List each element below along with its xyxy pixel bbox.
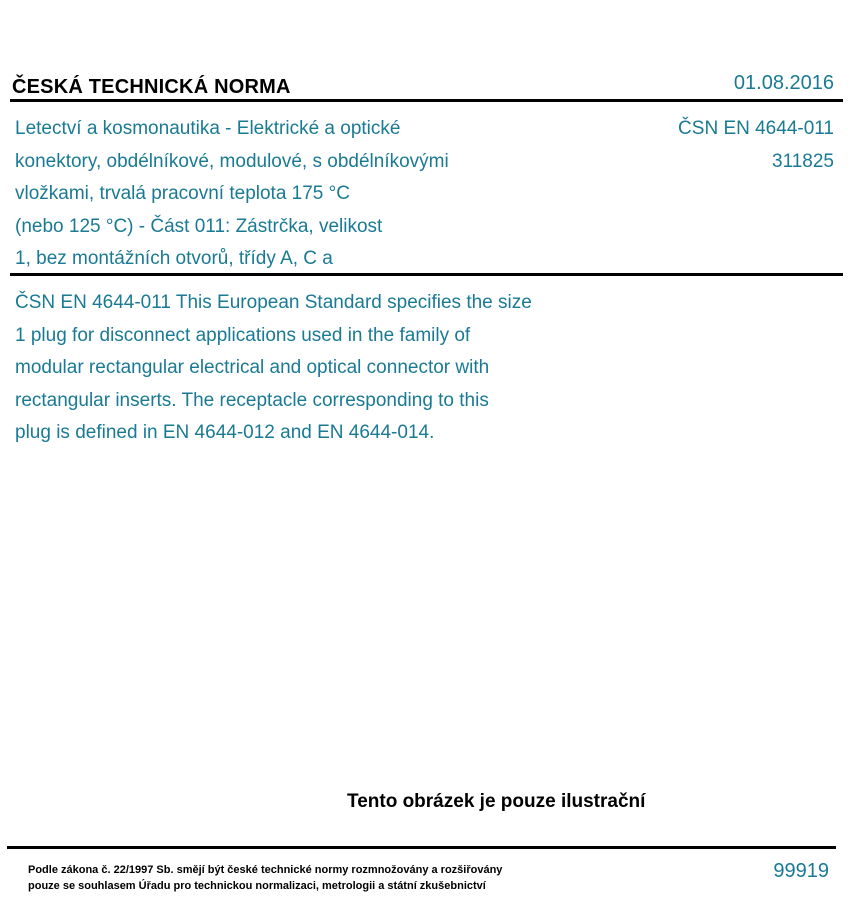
- standard-title-line: konektory, obdélníkové, modulové, s obdélníkovými: [15, 150, 449, 172]
- abstract-line: modular rectangular electrical and optical connector with: [15, 357, 490, 378]
- legal-notice-line: Podle zákona č. 22/1997 Sb. smějí být české technické normy rozmnožovány a rozšiřovány: [28, 864, 503, 876]
- footer-divider: [7, 846, 836, 849]
- page-title: ČESKÁ TECHNICKÁ NORMA: [12, 76, 291, 98]
- abstract-line: 1 plug for disconnect applications used in the family of: [15, 324, 471, 346]
- abstract: [15, 287, 635, 450]
- standard-title-line: (nebo 125 °C) - Část 011: Zástrčka, velikost: [15, 215, 383, 237]
- standard-title-line: vložkami, trvalá pracovní teplota 175 °C: [15, 183, 350, 204]
- abstract-line: rectangular inserts. The receptacle corresponding to this: [15, 389, 489, 411]
- illustration-note: Tento obrázek je pouze ilustrační: [347, 791, 646, 812]
- abstract-line: plug is defined in EN 4644-012 and EN 4644-014.: [15, 422, 435, 443]
- legal-notice: [28, 862, 502, 894]
- header-divider: [10, 99, 843, 102]
- document-number: 99919: [773, 860, 829, 882]
- publication-date: 01.08.2016: [733, 72, 834, 94]
- standard-identifiers: [678, 113, 834, 178]
- standard-title-line: 1, bez montážních otvorů, třídy A, C a: [15, 248, 333, 269]
- standard-title: [15, 113, 575, 276]
- standard-designation: ČSN EN 4644-011: [678, 118, 834, 139]
- abstract-line: ČSN EN 4644-011 This European Standard specifies the size: [15, 292, 532, 313]
- classification-number: 311825: [772, 150, 834, 172]
- standard-title-line: Letectví a kosmonautika - Elektrické a optické: [15, 118, 401, 139]
- title-divider: [10, 273, 843, 276]
- legal-notice-line: pouze se souhlasem Úřadu pro technickou normalizaci, metrologii a státní zkušebnictví: [28, 880, 486, 892]
